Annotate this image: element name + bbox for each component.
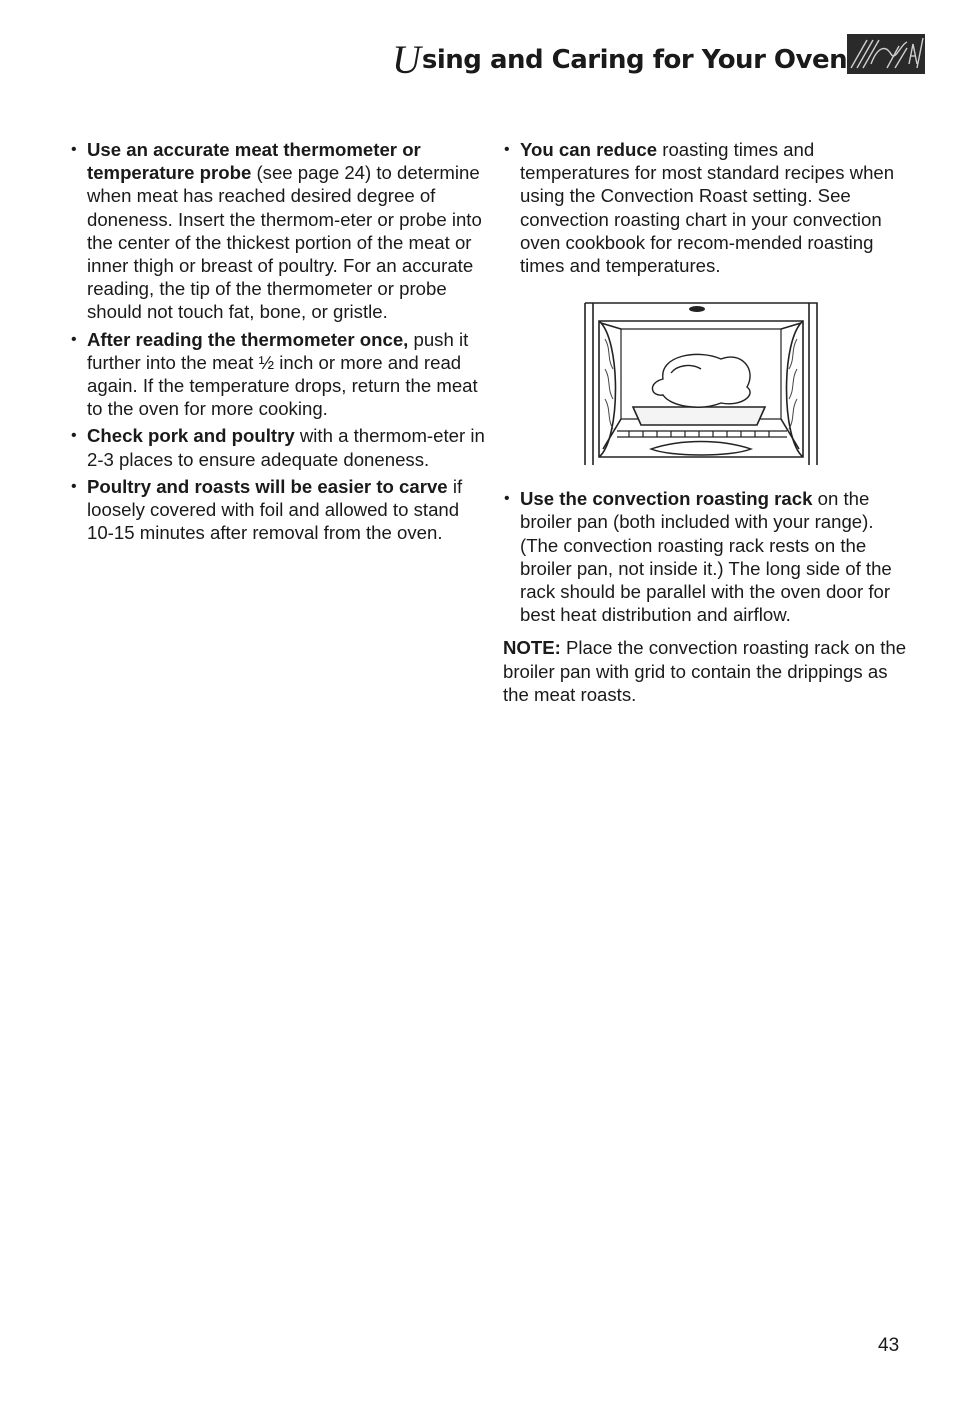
bullet-marker: • xyxy=(71,330,77,348)
page-number: 43 xyxy=(878,1335,900,1356)
bullet-text: with a thermom-eter in 2-3 places to ensure adequate doneness. xyxy=(87,425,485,470)
bullet-marker: • xyxy=(504,490,510,508)
list-item xyxy=(503,487,915,626)
bullet-lead: Poultry and roasts will be easier to carve xyxy=(87,475,448,497)
bullet-lead: After reading the thermometer once, xyxy=(87,328,409,350)
bullet-text: roasting times and temperatures for most standard recipes when using the Convection Roast setting. See convection roasting chart in your convection oven cookbook for recom-mended roasting times and temperatures. xyxy=(520,139,895,277)
list-item xyxy=(70,475,490,545)
bullet-text: if loosely covered with foil and allowed to stand 10-15 minutes after removal from the oven. xyxy=(87,475,463,544)
right-column xyxy=(503,138,915,725)
bullet-lead: You can reduce xyxy=(520,139,658,160)
note xyxy=(503,636,915,706)
bullet-marker: • xyxy=(71,141,77,158)
list-item xyxy=(70,328,490,421)
page-title: sing and Caring for Your Oven xyxy=(421,45,848,75)
bullet-text: (see page 24) to determine when meat has reached desired degree of doneness. Insert the thermom-eter or probe into the center of the thickest portion of the meat or inner thigh or breast of poultry. For an accurate reading, the tip of the thermometer or probe should not touch fat, bone, or gristle. xyxy=(87,162,482,323)
bullet-text: on the broiler pan (both included with your range). (The convection roasting rack rests on the broiler pan, not inside it.) The long side of the rack should be parallel with the oven door for best heat distribution and airflow. xyxy=(520,488,892,626)
bullet-lead: Use an accurate meat thermometer or temperature probe xyxy=(87,139,421,184)
note-text: Place the convection roasting rack on the broiler pan with grid to contain the drippings as the meat roasts. xyxy=(503,637,907,705)
oven-roasting-illustration xyxy=(581,299,821,469)
left-column xyxy=(70,138,490,548)
list-item xyxy=(503,138,915,277)
bullet-lead: Check pork and poultry xyxy=(87,425,295,447)
list-item xyxy=(70,138,490,324)
bullet-marker: • xyxy=(504,141,510,158)
section-logo-icon xyxy=(847,34,925,74)
bullet-marker: • xyxy=(71,477,77,495)
page-header xyxy=(392,30,847,90)
bullet-lead: Use the convection roasting rack xyxy=(520,488,813,510)
list-item xyxy=(70,424,490,470)
note-label: NOTE: xyxy=(503,637,561,659)
header-decorative-initial: U xyxy=(392,37,421,82)
bullet-text: push it further into the meat ½ inch or more and read again. If the temperature drops, return the meat to the oven for more cooking. xyxy=(87,328,478,420)
bullet-marker: • xyxy=(71,427,77,445)
